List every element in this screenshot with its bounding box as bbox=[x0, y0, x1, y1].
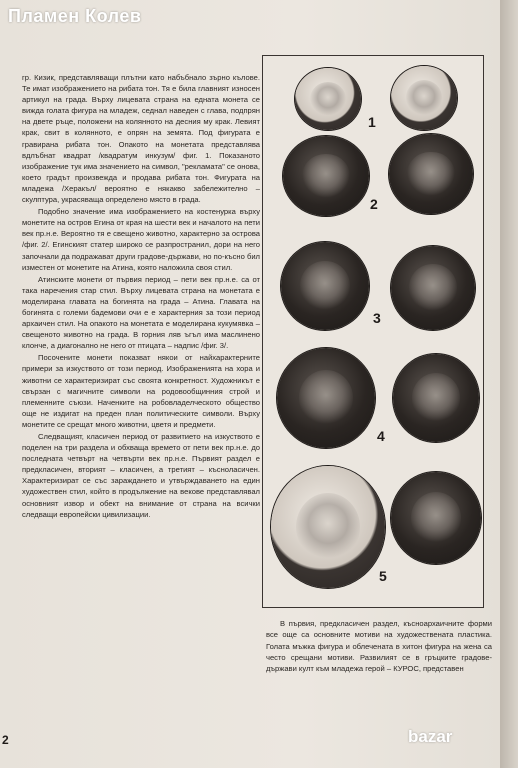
coin-image bbox=[271, 466, 385, 588]
left-text-column bbox=[22, 72, 260, 520]
coin-image bbox=[389, 134, 473, 214]
figure-number: 3 bbox=[373, 310, 381, 326]
coin-image bbox=[391, 472, 481, 564]
page-number: 2 bbox=[2, 733, 9, 747]
paragraph: Посочените монети показват някои от найхарактерните примери за изкуството от този период. Изображенията на хора и животни се характеризират със своята конкретност. Художникът е свързан с магичните символи на родовообщинния строй и племенните съюзи. Наченките на робовладелческото общество още не издигат на преден план политическите символи. Върху монетите се срещат много животни, цветя и предмети. bbox=[22, 353, 260, 429]
page-edge bbox=[500, 0, 518, 768]
coin-image bbox=[283, 136, 369, 216]
paragraph: Следващият, класичен период от развитието на изкуството е поделен на три раздела и обхваща времето от пети век пр.н.е. до последната четвърт на четвърти век пр.н.е. Първият раздел е предкласичен, вторият – класичен, а третият – късноласичен. Характеризират се със зараждането и утвърждаването на един художествен стил, който в продължение на векове представлявал основният извор и обект на внимание от страна на всички следващи европейски цивилизации. bbox=[22, 432, 260, 519]
paragraph: Подобно значение има изображението на костенурка върху монетите на остров Егина от края на шести век и началото на пети век пр.н.е. Вероятно тя е свещено животно, характерно за острова /фиг. 2/. Егинският статер широко се разпространил, дори на него започнали да подражават други градове-държави, но по-късно бил изместен от монетите на Атина, която наложила своя стил. bbox=[22, 207, 260, 272]
figure-number: 5 bbox=[379, 568, 387, 584]
coin-image bbox=[277, 348, 375, 448]
paragraph: В първия, предкласичен раздел, късноархаичните форми все още са основните мотиви на художествената пластика. Голата мъжка фигура и облечената в хитон фигура на жена са често срещани мотиви. Развилият се в гръцките градове-държави култ към младежа герой – КУРОС, представен bbox=[266, 619, 492, 674]
figure-number: 1 bbox=[368, 114, 376, 130]
coin-image bbox=[391, 66, 457, 130]
paragraph: Атинските монети от първия период – пети век пр.н.е. са от така наречения стар стил. Върху лицевата страна на монетата е моделирана главата на богинята на града – Атина. Главата на богинята с големи бадемови очи е е характерния за този период архаичен стил. На опакото на монетата е моделирана кукумявка – свещеното животно на града. В горния ляв ъгъл има маслинено клонче, а диагонално не него от птицата – надпис /фиг. 3/. bbox=[22, 274, 260, 351]
bazar-logo bbox=[408, 727, 516, 753]
figure-number: 4 bbox=[377, 428, 385, 444]
coin-figure-panel bbox=[262, 55, 484, 608]
coin-image bbox=[295, 68, 361, 130]
logo-text: bazar bbox=[408, 727, 453, 746]
coin-image bbox=[281, 242, 369, 330]
coin-image bbox=[393, 354, 479, 442]
paragraph: гр. Кизик, представляващи плътни като набъбнало зърно кълове. Те имат изображението на рибата тон. Тя е била главният износен артикул на града. Върху лицевата страна на едната монета се вижда голата фигура на младеж, седнал наведен с глава, подпрян на двете ръце, положени на колянното на десния му крак. Левият крак, свит в колянното, е опрян на земята. Под фигурата е гравирана рибата тон. Опакото на монетата представлява вдлъбнат квадрат /квадратум инкузум/ фиг. 1. Показаното изображение тук има значението на символ, "рекламата" се онова, което градът произвежда и продава рибата тон. Фигурата на младежа /Херакъл/ вероятно е някакво забележително – скулптура, украсяваща определено място в града. bbox=[22, 73, 260, 205]
right-text-column bbox=[266, 618, 492, 674]
watermark-text: Пламен Колев bbox=[8, 6, 142, 26]
coin-image bbox=[391, 246, 475, 330]
figure-number: 2 bbox=[370, 196, 378, 212]
